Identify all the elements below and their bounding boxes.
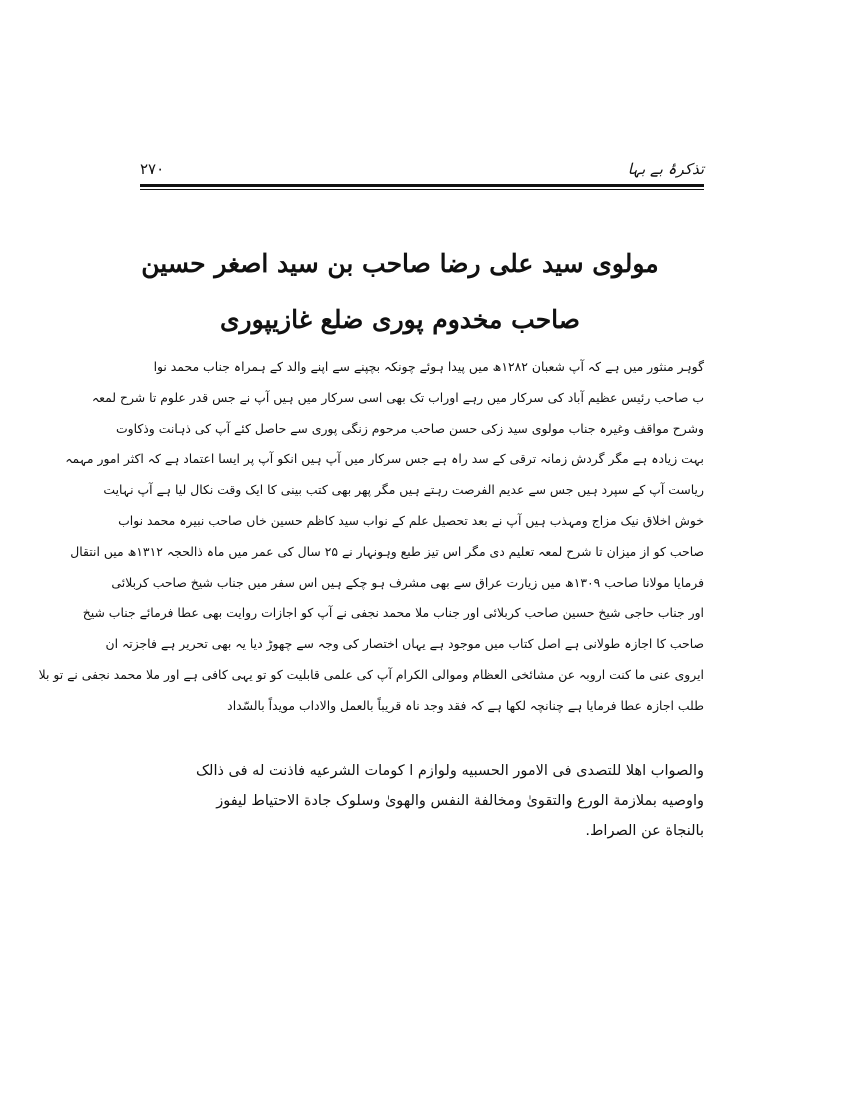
arabic-line: واوصیه بملازمة الورع والتقویٰ ومخالفة النفس والهویٰ وسلوک جادة الاحتیاط لیفوز	[216, 793, 704, 809]
body-line: ایروی عنی ما کنت اروبہ عن مشائخی العظام وموالی الکرام آپ کی علمی قابلیت کو تو یہی کافی ہے اور ملا محمد نجفی نے تو بلا	[38, 666, 704, 682]
body-line: اور جناب حاجی شیخ حسین صاحب کربلائی اور جناب ملا محمد نجفی نے آپ کو اجازات روایت بھی عطا فرمائے جناب شیخ	[82, 605, 704, 621]
arabic-quotation	[140, 756, 704, 846]
body-line: خوش اخلاق نیک مزاج ومہذب ہیں آپ نے بعد تحصیل علم کے نواب سید کاظم حسین خاں صاحب نبیرہ محمد نواب	[118, 512, 704, 528]
body-line: صاحب کو از میزان تا شرح لمعہ تعلیم دی مگر اس تیز طبع وہونہار نے ۲۵ سال کی عمر میں ماہ ذالحجہ ۱۳۱۲ھ میں انتقال	[70, 543, 704, 559]
header-rule-thick	[140, 184, 704, 187]
body-line: گوہر منثور میں ہے کہ آپ شعبان ۱۲۸۲ھ میں پیدا ہوئے چونکہ بچپنے سے اپنے والد کے ہمراہ جناب محمد نوا	[153, 359, 704, 374]
body-paragraph	[38, 352, 704, 722]
header-rule-thin	[140, 189, 704, 190]
page-number: ۲۷۰	[140, 160, 165, 178]
body-line: بہت زیادہ ہے مگر گردش زمانہ ترقی کے سد راہ ہے جس سرکار میں آپ ہیں انکو آپ پر ایسا اعتماد ہے کہ اکثر امور مہمہ	[65, 451, 704, 467]
chapter-title: مولوی سید علی رضا صاحب بن سید اصغر حسین صاحب مخدوم پوری ضلع غازیپوری	[141, 249, 659, 334]
running-head	[140, 156, 704, 186]
body-line: طلب اجازہ عطا فرمایا ہے چنانچہ لکھا ہے کہ فقد وجد ناہ قریباً بالعمل والاداب مویداً بالسّداد	[227, 697, 704, 713]
arabic-line: والصواب اهلا للتصدی فی الامور الحسبیه ولوازم ا کومات الشرعیه فاذنت له فی ذالک	[196, 763, 704, 779]
body-line: وشرح مواقف وغیرہ جناب مولوی سید زکی حسن صاحب مرحوم زنگی پوری سے حاصل کئے آپ کی ذہانت وذکاوت	[115, 420, 704, 436]
running-title: تذکرۂ بے بہا	[627, 160, 704, 178]
body-line: ریاست آپ کے سپرد ہیں جس سے عدیم الفرصت رہتے ہیں مگر پھر بھی کتب بینی کا ایک وقت نکال لیا ہے آپ نہایت	[103, 482, 704, 498]
body-line: ب صاحب رئیس عظیم آباد کی سرکار میں رہے اوراب تک بھی اسی سرکار میں ہیں آپ نے جس قدر علوم تا شرح لمعہ	[91, 389, 704, 405]
body-line: فرمایا مولانا صاحب ۱۳۰۹ھ میں زیارت عراق سے بھی مشرف ہو چکے ہیں اس سفر میں جناب شیخ صاحب کربلائی	[111, 574, 704, 590]
arabic-line: بالنجاة عن الصراط.	[585, 823, 704, 839]
body-line: صاحب کا اجازہ طولانی ہے اصل کتاب میں موجود ہے یہاں اختصار کی وجہ سے چھوڑ دیا یہ بھی تحریر ہے فاجزتہ ان	[105, 636, 704, 652]
